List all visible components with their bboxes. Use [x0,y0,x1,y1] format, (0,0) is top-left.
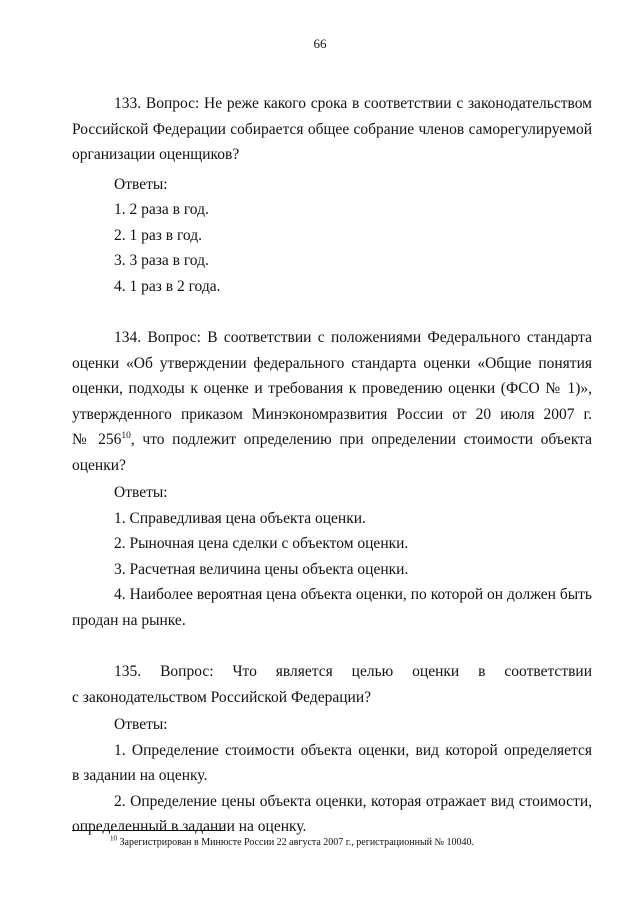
question-text-continuation: , что подлежит определению при определении стоимости объекта [130,431,592,448]
question-text-line: утвержденного приказом Минэкономразвития России от 20 июля 2007 г. [72,405,592,423]
question-135 [72,659,592,840]
answer-item: 3. Расчетная величина цены объекта оценки. [114,560,409,578]
question-134 [72,325,592,633]
answer-item [72,789,592,840]
answer-item: 4. 1 раз в 2 года. [114,277,221,295]
answer-text-line: 4. Наиболее вероятная цена объекта оценки, по которой он должен быть [114,586,592,603]
question-133 [72,91,592,299]
answer-item [72,582,592,633]
answers-label: Ответы: [114,484,168,501]
answer-item: 1. Справедливая цена объекта оценки. [114,509,366,527]
answers-label: Ответы: [114,175,168,193]
answer-item: 3. 3 раза в год. [114,252,209,269]
answer-item: 1. 2 раза в год. [114,201,209,218]
question-text-line: организации оценщиков? [72,146,240,163]
footnote-reference: 10 [121,430,131,441]
question-text-line: оценки? [72,456,126,474]
footnote-separator [72,830,224,831]
answer-item: 2. 1 раз в год. [114,226,202,244]
footnote-number: 10 [110,834,117,843]
answer-text-line: 1. Определение стоимости объекта оценки, вид которой определяется [114,741,592,759]
answer-item: 2. Рыночная цена сделки с объектом оценки. [114,535,409,552]
page-number: 66 [313,36,327,51]
answer-item [72,738,592,789]
answer-text-line: определенный в задании на оценку. [72,818,307,835]
question-text-line: 133. Вопрос: Не реже какого срока в соответствии с законодательством [114,95,592,112]
answers-label: Ответы: [114,716,168,733]
page-content [72,91,592,840]
answer-text-line: 2. Определение цены объекта оценки, которая отражает вид стоимости, [114,792,592,810]
question-text-line: 135. Вопрос: Что является целью оценки в соответствии [114,663,592,680]
answer-text-line: продан на рынке. [72,611,186,629]
question-text-line: с законодательством Российской Федерации? [72,688,372,706]
question-text-line: Российской Федерации собирается общее собрание членов саморегулируемой [72,120,592,138]
question-text-line: 134. Вопрос: В соответствии с положениями Федерального стандарта [114,329,592,346]
order-number: № 256 [72,431,122,448]
footnote [110,836,474,849]
question-text-line: оценки «Об утверждении федерального стандарта оценки «Общие понятия [72,354,592,372]
footnote-text: Зарегистрирован в Минюсте России 22 августа 2007 г., регистрационный № 10040. [117,837,475,848]
question-text-line: оценки, подходы к оценке и требования к проведению оценки (ФСО № 1)», [72,380,592,397]
answer-text-line: в задании на оценку. [72,767,208,784]
question-text-line [72,427,592,453]
